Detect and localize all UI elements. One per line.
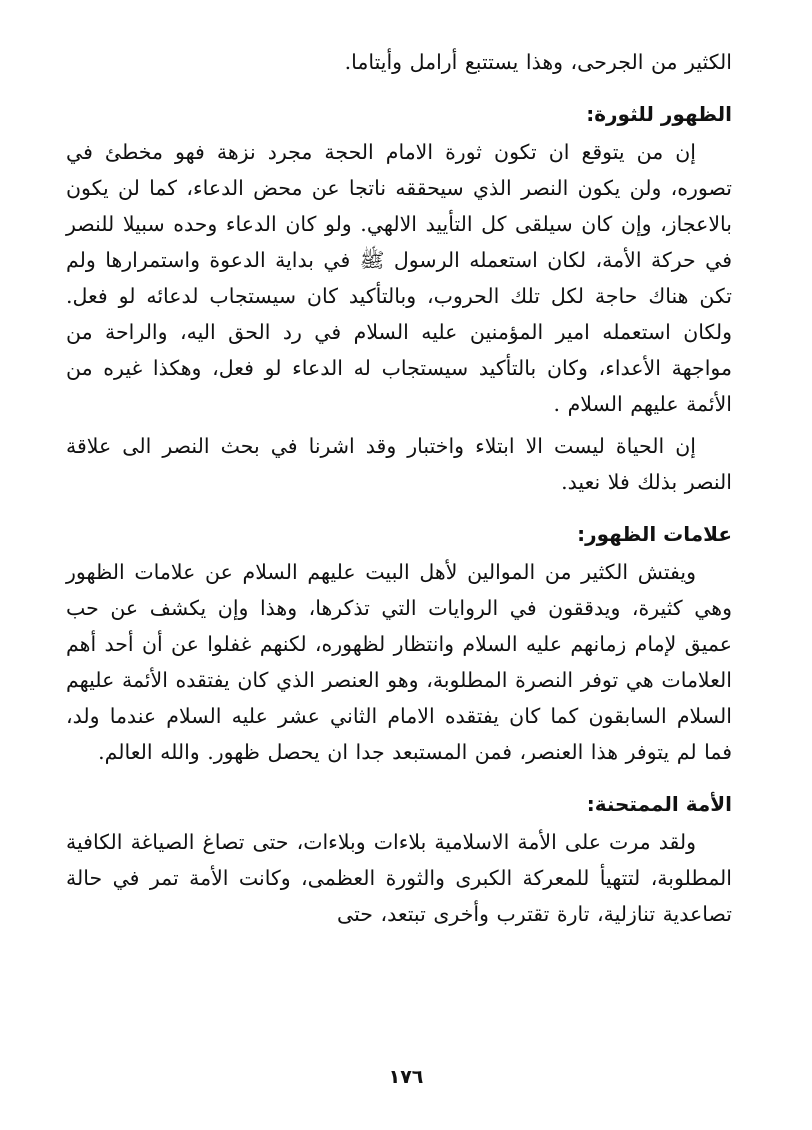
paragraph-tested-nation: ولقد مرت على الأمة الاسلامية بلاءات وبلاءات، حتى تصاغ الصياغة الكافية المطلوبة، لتتهيأ للمعركة الكبرى والثورة العظمى، وكانت الأمة تمر في حالة تصاعدية تنازلية، تارة تقترب وأخرى تبتعد، حتى <box>66 830 732 926</box>
opening-line: الكثير من الجرحى، وهذا يستتبع أرامل وأيتاما. <box>344 50 732 74</box>
heading-tested-nation: الأمة الممتحنة: <box>586 792 732 816</box>
heading-revolution: الظهور للثورة: <box>586 102 732 126</box>
paragraph-revolution-2: إن الحياة ليست الا ابتلاء واختبار وقد اشرنا في بحث النصر الى علاقة النصر بذلك فلا نعيد. <box>66 434 732 494</box>
paragraph-revolution-1: إن من يتوقع ان تكون ثورة الامام الحجة مجرد نزهة فهو مخطئ في تصوره، ولن يكون النصر الذي سيحققه ناتجا عن محض الدعاء، كما لن يكون بالاعجاز، وإن كان سيلقى كل التأييد الالهي. ولو كان الدعاء وحده سبيلا للنصر في حركة الأمة، لكان استعمله الرسول ﷺ في بداية الدعوة واستمرارها ولم تكن هناك حاجة لكل تلك الحروب، وبالتأكيد كان سيستجاب لدعائه لو فعل. ولكان استعمله امير المؤمنين عليه السلام في رد الحق اليه، والراحة من مواجهة الأعداء، وكان بالتأكيد سيستجاب له الدعاء لو فعل، وهكذا غيره من الأئمة عليهم السلام . <box>66 140 732 416</box>
heading-signs: علامات الظهور: <box>577 522 732 546</box>
paragraph-signs: ويفتش الكثير من الموالين لأهل البيت عليهم السلام عن علامات الظهور وهي كثيرة، ويدققون في الروايات التي تذكرها، وهذا وإن يكشف عن حب عميق لإمام زمانهم عليه السلام وانتظار لظهوره، لكنهم غفلوا عن أن أحد أهم العلامات هي توفر النصرة المطلوبة، وهو العنصر الذي كان يفتقده الأئمة عليهم السلام السابقون كما كان يفتقده الامام الثاني عشر عليه السلام عندما ولد، فما لم يتوفر هذا العنصر، فمن المستبعد جدا ان يحصل ظهور. والله العالم. <box>66 560 732 764</box>
book-page <box>66 44 732 1130</box>
page-number: ١٧٦ <box>388 1066 424 1088</box>
